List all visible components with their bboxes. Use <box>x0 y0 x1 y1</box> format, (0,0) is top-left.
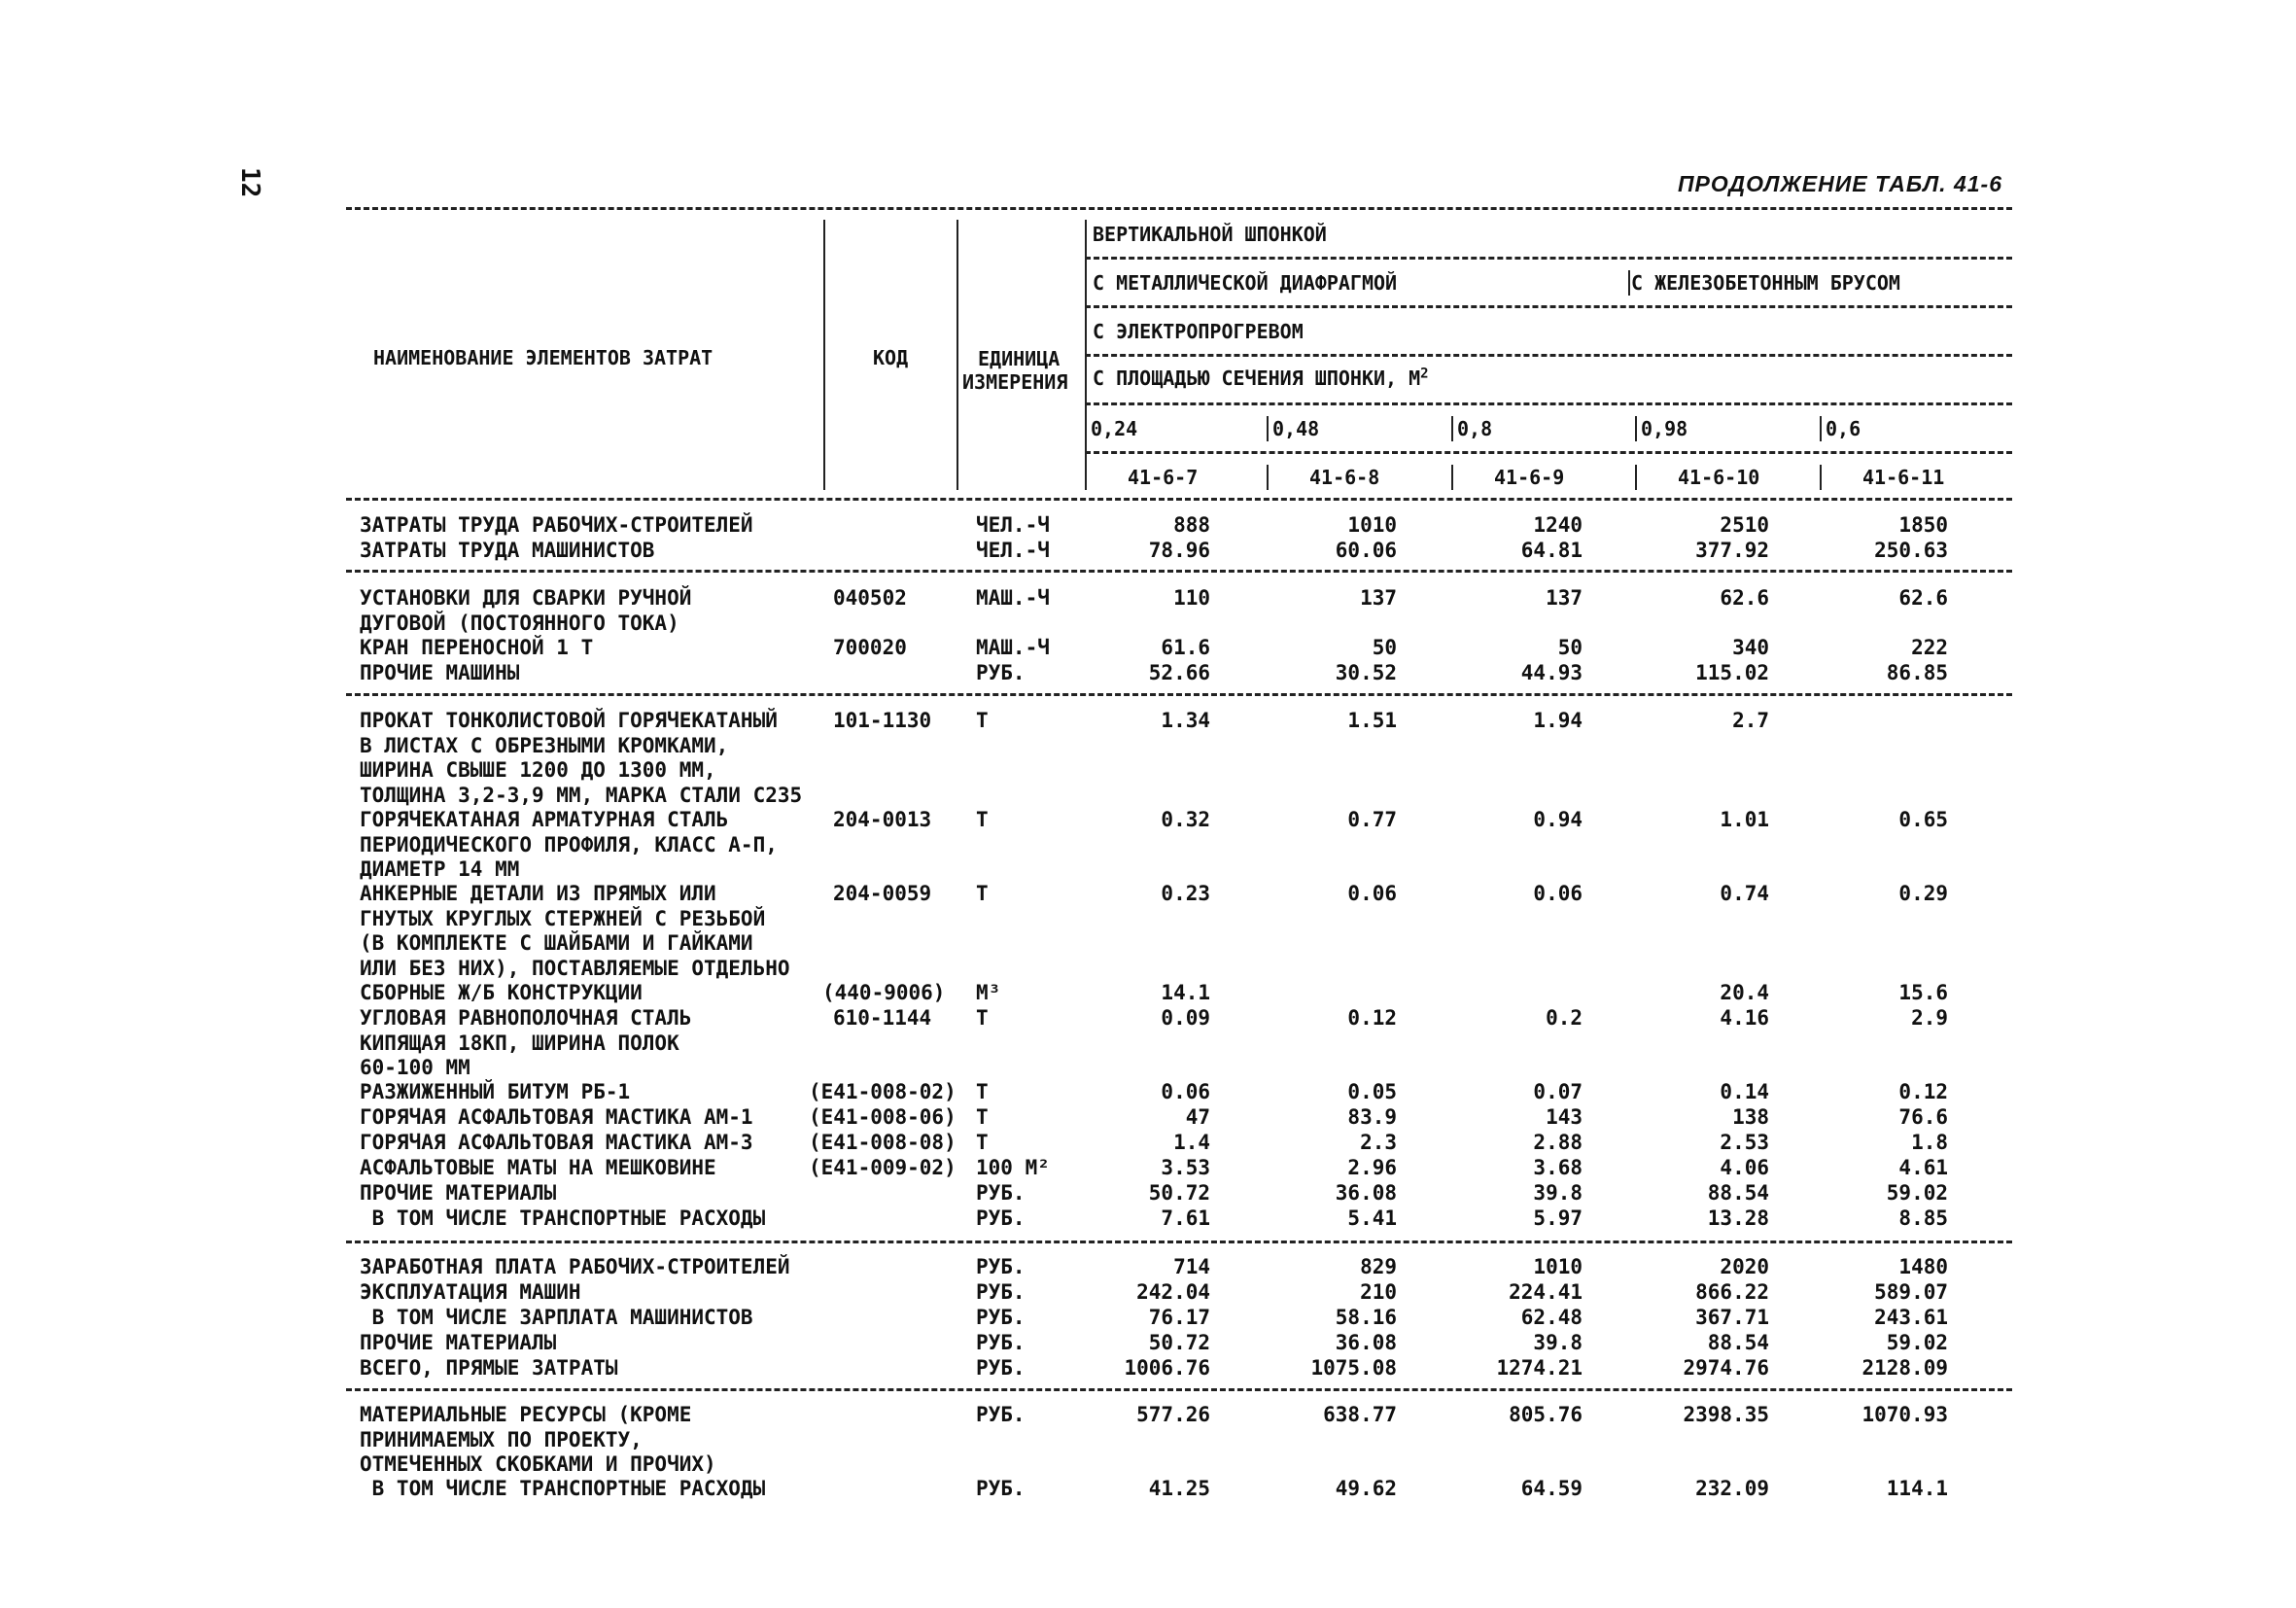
cost-value: 0.2 <box>1546 1006 1583 1030</box>
cost-value: 0.12 <box>1898 1080 1948 1103</box>
cost-value: 2128.09 <box>1861 1356 1948 1380</box>
cost-item-code: 204-0013 <box>833 808 932 831</box>
cost-item-unit: РУБ. <box>976 1477 1026 1500</box>
cost-item-unit: МАШ.-Ч <box>976 586 1050 610</box>
cost-value: 59.02 <box>1886 1181 1948 1205</box>
cost-item-unit: Т <box>976 1080 989 1103</box>
cost-item-name: ГНУТЫХ КРУГЛЫХ СТЕРЖНЕЙ С РЕЗЬБОЙ <box>360 906 766 930</box>
cost-value: 242.04 <box>1136 1280 1210 1304</box>
cost-value: 13.28 <box>1707 1206 1769 1230</box>
cost-value: 1.51 <box>1347 709 1397 732</box>
cost-item-name: ГОРЯЧЕКАТАНАЯ АРМАТУРНАЯ СТАЛЬ <box>360 808 729 831</box>
cost-value: 1480 <box>1898 1255 1948 1278</box>
cost-value: 714 <box>1173 1255 1210 1278</box>
cost-value: 0.77 <box>1347 808 1397 831</box>
cost-value: 224.41 <box>1509 1280 1583 1304</box>
cost-item-name: В ЛИСТАХ С ОБРЕЗНЫМИ КРОМКАМИ, <box>360 733 729 757</box>
cost-item-name: УСТАНОВКИ ДЛЯ СВАРКИ РУЧНОЙ <box>360 586 692 610</box>
cost-value: 1010 <box>1533 1255 1583 1278</box>
area-sep <box>1085 416 1087 441</box>
cost-value: 50.72 <box>1148 1181 1210 1205</box>
cost-item-unit: РУБ. <box>976 661 1026 684</box>
section-rule-1 <box>346 570 2012 573</box>
cost-item-name: В ТОМ ЧИСЛЕ ТРАНСПОРТНЫЕ РАСХОДЫ <box>360 1477 766 1500</box>
cost-item-name: ЗАТРАТЫ ТРУДА МАШИНИСТОВ <box>360 539 655 562</box>
cost-item-unit: РУБ. <box>976 1206 1026 1230</box>
header-rule-5 <box>1085 451 2012 454</box>
col-sep-name <box>823 220 825 490</box>
cost-item-name: МАТЕРИАЛЬНЫЕ РЕСУРСЫ (КРОМЕ <box>360 1403 692 1426</box>
header-sub-a: С МЕТАЛЛИЧЕСКОЙ ДИАФРАГМОЙ <box>1093 271 1398 295</box>
cost-item-unit: М³ <box>976 981 1001 1004</box>
cost-value: 1.8 <box>1911 1131 1948 1154</box>
cost-value: 137 <box>1360 586 1397 610</box>
cost-value: 20.4 <box>1720 981 1769 1004</box>
cost-item-name: ПРОЧИЕ МАТЕРИАЛЫ <box>360 1331 557 1354</box>
column-code: 41-6-10 <box>1678 466 1760 489</box>
cost-value: 4.61 <box>1898 1156 1948 1179</box>
cost-item-name: АСФАЛЬТОВЫЕ МАТЫ НА МЕШКОВИНЕ <box>360 1156 716 1179</box>
cost-item-name: ЗАРАБОТНАЯ ПЛАТА РАБОЧИХ-СТРОИТЕЛЕЙ <box>360 1255 790 1278</box>
column-code: 41-6-9 <box>1494 466 1565 489</box>
cost-value: 30.52 <box>1335 661 1397 684</box>
cost-item-name: АНКЕРНЫЕ ДЕТАЛИ ИЗ ПРЯМЫХ ИЛИ <box>360 882 716 905</box>
cost-item-unit: РУБ. <box>976 1280 1026 1304</box>
cost-value: 0.09 <box>1161 1006 1210 1030</box>
cost-value: 2974.76 <box>1683 1356 1769 1380</box>
cost-value: 49.62 <box>1335 1477 1397 1500</box>
cost-value: 2.53 <box>1720 1131 1769 1154</box>
cost-value: 62.6 <box>1720 586 1769 610</box>
area-sep <box>1267 416 1269 441</box>
cost-value: 1.34 <box>1161 709 1210 732</box>
header-bottom-rule <box>346 498 2012 501</box>
cost-item-code: 610-1144 <box>833 1006 932 1030</box>
cost-value: 88.54 <box>1707 1181 1769 1205</box>
cost-item-code: 040502 <box>833 586 907 610</box>
cost-value: 88.54 <box>1707 1331 1769 1354</box>
cost-value: 86.85 <box>1886 661 1948 684</box>
header-name-col: НАИМЕНОВАНИЕ ЭЛЕМЕНТОВ ЗАТРАТ <box>373 346 713 369</box>
cost-value: 2398.35 <box>1683 1403 1769 1426</box>
cost-value: 1010 <box>1347 513 1397 537</box>
area-sep <box>1451 416 1453 441</box>
cost-item-name: ЗАТРАТЫ ТРУДА РАБОЧИХ-СТРОИТЕЛЕЙ <box>360 513 753 537</box>
cost-item-code: (440-9006) <box>822 981 946 1004</box>
cost-value: 250.63 <box>1874 539 1948 562</box>
header-sub-b-sep <box>1628 270 1630 296</box>
cost-item-unit: 100 М² <box>976 1156 1050 1179</box>
cost-value: 5.97 <box>1533 1206 1583 1230</box>
cost-value: 36.08 <box>1335 1181 1397 1205</box>
cost-value: 76.6 <box>1898 1105 1948 1129</box>
cost-value: 14.1 <box>1161 981 1210 1004</box>
section-rule-3 <box>346 1241 2012 1243</box>
cost-value: 3.68 <box>1533 1156 1583 1179</box>
cost-value: 2.96 <box>1347 1156 1397 1179</box>
cost-value: 143 <box>1546 1105 1583 1129</box>
cost-value: 110 <box>1173 586 1210 610</box>
cost-item-name: КРАН ПЕРЕНОСНОЙ 1 Т <box>360 636 594 659</box>
page-number: 12 <box>235 167 264 198</box>
cost-value: 1075.08 <box>1310 1356 1397 1380</box>
cost-value: 83.9 <box>1347 1105 1397 1129</box>
cost-item-name: УГЛОВАЯ РАВНОПОЛОЧНАЯ СТАЛЬ <box>360 1006 692 1030</box>
cost-item-unit: Т <box>976 808 989 831</box>
cost-value: 50 <box>1372 636 1397 659</box>
code-sep <box>1820 465 1822 490</box>
cost-value: 59.02 <box>1886 1331 1948 1354</box>
header-sub-b: С ЖЕЛЕЗОБЕТОННЫМ БРУСОМ <box>1631 271 1900 295</box>
cost-value: 2.88 <box>1533 1131 1583 1154</box>
cost-item-name: РАЗЖИЖЕННЫЙ БИТУМ РБ-1 <box>360 1080 631 1103</box>
cost-value: 4.16 <box>1720 1006 1769 1030</box>
cost-value: 115.02 <box>1695 661 1769 684</box>
cost-item-name: СБОРНЫЕ Ж/Б КОНСТРУКЦИИ <box>360 981 643 1004</box>
cost-item-name: ПРОКАТ ТОНКОЛИСТОВОЙ ГОРЯЧЕКАТАНЫЙ <box>360 709 778 732</box>
cost-value: 0.65 <box>1898 808 1948 831</box>
header-unit-col: ЕДИНИЦА <box>978 347 1061 370</box>
header-rule-1 <box>1085 257 2012 260</box>
cost-item-code: (Е41-008-08) <box>809 1131 957 1154</box>
cost-item-name: ДУГОВОЙ (ПОСТОЯННОГО ТОКА) <box>360 611 679 635</box>
cost-value: 58.16 <box>1335 1306 1397 1329</box>
cost-item-unit: ЧЕЛ.-Ч <box>976 539 1050 562</box>
col-sep-code <box>957 220 958 490</box>
cost-value: 114.1 <box>1886 1477 1948 1500</box>
cost-value: 36.08 <box>1335 1331 1397 1354</box>
cost-value: 2.3 <box>1360 1131 1397 1154</box>
column-code: 41-6-8 <box>1309 466 1380 489</box>
cost-item-name: ГОРЯЧАЯ АСФАЛЬТОВАЯ МАСТИКА АМ-1 <box>360 1105 753 1129</box>
cost-value: 0.94 <box>1533 808 1583 831</box>
col-sep-unit <box>1085 220 1087 490</box>
cost-item-name: ПРОЧИЕ МАТЕРИАЛЫ <box>360 1181 557 1205</box>
cost-value: 0.23 <box>1161 882 1210 905</box>
cost-value: 41.25 <box>1148 1477 1210 1500</box>
header-unit-col-2: ИЗМЕРЕНИЯ <box>962 370 1068 394</box>
area-value: 0,6 <box>1826 417 1861 440</box>
cost-item-unit: РУБ. <box>976 1331 1026 1354</box>
cost-item-name: ПРОЧИЕ МАШИНЫ <box>360 661 520 684</box>
cost-item-unit: Т <box>976 709 989 732</box>
cost-value: 1006.76 <box>1124 1356 1210 1380</box>
cost-value: 210 <box>1360 1280 1397 1304</box>
cost-item-code: 700020 <box>833 636 907 659</box>
cost-value: 866.22 <box>1695 1280 1769 1304</box>
cost-value: 3.53 <box>1161 1156 1210 1179</box>
cost-value: 2020 <box>1720 1255 1769 1278</box>
section-rule-2 <box>346 693 2012 696</box>
cost-value: 61.6 <box>1161 636 1210 659</box>
cost-value: 232.09 <box>1695 1477 1769 1500</box>
cost-item-name: ОТМЕЧЕННЫХ СКОБКАМИ И ПРОЧИХ) <box>360 1452 716 1476</box>
cost-value: 39.8 <box>1533 1181 1583 1205</box>
cost-item-name: ГОРЯЧАЯ АСФАЛЬТОВАЯ МАСТИКА АМ-3 <box>360 1131 753 1154</box>
cost-value: 243.61 <box>1874 1306 1948 1329</box>
cost-value: 1.94 <box>1533 709 1583 732</box>
continuation-title: ПРОДОЛЖЕНИЕ ТАБЛ. 41-6 <box>1678 171 2002 196</box>
cost-item-name: ПЕРИОДИЧЕСКОГО ПРОФИЛЯ, КЛАСС А-П, <box>360 832 778 856</box>
area-value: 0,98 <box>1641 417 1688 440</box>
cost-value: 4.06 <box>1720 1156 1769 1179</box>
cost-item-name: ТОЛЩИНА 3,2-3,9 ММ, МАРКА СТАЛИ С235 <box>360 783 803 807</box>
area-sep <box>1820 416 1822 441</box>
cost-item-name: ИЛИ БЕЗ НИХ), ПОСТАВЛЯЕМЫЕ ОТДЕЛЬНО <box>360 956 790 980</box>
cost-item-name: ДИАМЕТР 14 ММ <box>360 857 520 881</box>
header-rule-3 <box>1085 354 2012 357</box>
cost-item-unit: Т <box>976 1131 989 1154</box>
area-value: 0,8 <box>1457 417 1493 440</box>
cost-value: 1070.93 <box>1861 1403 1948 1426</box>
cost-value: 1274.21 <box>1496 1356 1583 1380</box>
header-top-rule <box>346 207 2012 210</box>
cost-value: 0.12 <box>1347 1006 1397 1030</box>
cost-item-unit: РУБ. <box>976 1306 1026 1329</box>
header-code-col: КОД <box>873 346 909 369</box>
cost-value: 50 <box>1557 636 1583 659</box>
cost-value: 1.4 <box>1173 1131 1210 1154</box>
code-sep <box>1451 465 1453 490</box>
cost-value: 60.06 <box>1335 539 1397 562</box>
code-sep <box>1085 465 1087 490</box>
cost-value: 8.85 <box>1898 1206 1948 1230</box>
cost-item-code: (Е41-008-02) <box>809 1080 957 1103</box>
cost-value: 44.93 <box>1520 661 1583 684</box>
cost-value: 829 <box>1360 1255 1397 1278</box>
cost-value: 138 <box>1732 1105 1769 1129</box>
cost-item-name: ПРИНИМАЕМЫХ ПО ПРОЕКТУ, <box>360 1427 643 1451</box>
cost-value: 47 <box>1185 1105 1210 1129</box>
cost-item-unit: Т <box>976 1006 989 1030</box>
cost-value: 888 <box>1173 513 1210 537</box>
area-value: 0,48 <box>1272 417 1320 440</box>
cost-item-unit: Т <box>976 882 989 905</box>
cost-item-code: 101-1130 <box>833 709 932 732</box>
cost-value: 0.14 <box>1720 1080 1769 1103</box>
area-value: 0,24 <box>1091 417 1138 440</box>
cost-item-unit: РУБ. <box>976 1255 1026 1278</box>
cost-item-unit: ЧЕЛ.-Ч <box>976 513 1050 537</box>
cost-value: 64.59 <box>1520 1477 1583 1500</box>
code-sep <box>1635 465 1637 490</box>
cost-value: 0.06 <box>1161 1080 1210 1103</box>
cost-value: 50.72 <box>1148 1331 1210 1354</box>
cost-item-unit: МАШ.-Ч <box>976 636 1050 659</box>
area-sep <box>1635 416 1637 441</box>
cost-value: 137 <box>1546 586 1583 610</box>
cost-value: 0.06 <box>1347 882 1397 905</box>
cost-value: 62.48 <box>1520 1306 1583 1329</box>
cost-item-code: (Е41-008-06) <box>809 1105 957 1129</box>
column-code: 41-6-11 <box>1862 466 1945 489</box>
cost-value: 0.32 <box>1161 808 1210 831</box>
cost-value: 76.17 <box>1148 1306 1210 1329</box>
header-rule-2 <box>1085 305 2012 308</box>
cost-value: 7.61 <box>1161 1206 1210 1230</box>
cost-item-unit: РУБ. <box>976 1356 1026 1380</box>
code-sep <box>1267 465 1269 490</box>
header-section: С ПЛОЩАДЬЮ СЕЧЕНИЯ ШПОНКИ, $М^2$ <box>1093 366 1429 390</box>
cost-value: 1850 <box>1898 513 1948 537</box>
cost-value: 577.26 <box>1136 1403 1210 1426</box>
cost-value: 0.06 <box>1533 882 1583 905</box>
cost-value: 1240 <box>1533 513 1583 537</box>
cost-value: 377.92 <box>1695 539 1769 562</box>
cost-item-name: В ТОМ ЧИСЛЕ ЗАРПЛАТА МАШИНИСТОВ <box>360 1306 753 1329</box>
header-group: ВЕРТИКАЛЬНОЙ ШПОНКОЙ <box>1093 223 1327 246</box>
cost-item-unit: РУБ. <box>976 1403 1026 1426</box>
section-rule-4 <box>346 1388 2012 1391</box>
cost-value: 52.66 <box>1148 661 1210 684</box>
header-rule-4 <box>1085 402 2012 405</box>
column-code: 41-6-7 <box>1128 466 1199 489</box>
cost-item-name: КИПЯЩАЯ 18КП, ШИРИНА ПОЛОК <box>360 1031 679 1055</box>
cost-value: 367.71 <box>1695 1306 1769 1329</box>
cost-value: 2.7 <box>1732 709 1769 732</box>
cost-item-name: ЭКСПЛУАТАЦИЯ МАШИН <box>360 1280 581 1304</box>
cost-value: 0.07 <box>1533 1080 1583 1103</box>
cost-item-name: 60-100 ММ <box>360 1056 470 1079</box>
cost-value: 805.76 <box>1509 1403 1583 1426</box>
cost-item-name: (В КОМПЛЕКТЕ С ШАЙБАМИ И ГАЙКАМИ <box>360 931 753 955</box>
cost-value: 62.6 <box>1898 586 1948 610</box>
cost-value: 340 <box>1732 636 1769 659</box>
cost-item-code: 204-0059 <box>833 882 932 905</box>
cost-value: 39.8 <box>1533 1331 1583 1354</box>
cost-value: 2510 <box>1720 513 1769 537</box>
cost-item-name: ШИРИНА СВЫШЕ 1200 ДО 1300 ММ, <box>360 758 716 782</box>
cost-value: 64.81 <box>1520 539 1583 562</box>
header-heat: С ЭЛЕКТРОПРОГРЕВОМ <box>1093 320 1304 343</box>
cost-item-name: В ТОМ ЧИСЛЕ ТРАНСПОРТНЫЕ РАСХОДЫ <box>360 1206 766 1230</box>
cost-value: 2.9 <box>1911 1006 1948 1030</box>
cost-value: 0.05 <box>1347 1080 1397 1103</box>
cost-value: 638.77 <box>1323 1403 1397 1426</box>
cost-value: 1.01 <box>1720 808 1769 831</box>
cost-item-name: ВСЕГО, ПРЯМЫЕ ЗАТРАТЫ <box>360 1356 618 1380</box>
cost-item-unit: Т <box>976 1105 989 1129</box>
cost-value: 0.29 <box>1898 882 1948 905</box>
cost-value: 222 <box>1911 636 1948 659</box>
cost-value: 15.6 <box>1898 981 1948 1004</box>
cost-item-code: (Е41-009-02) <box>809 1156 957 1179</box>
cost-value: 589.07 <box>1874 1280 1948 1304</box>
cost-value: 78.96 <box>1148 539 1210 562</box>
cost-value: 5.41 <box>1347 1206 1397 1230</box>
cost-value: 0.74 <box>1720 882 1769 905</box>
cost-item-unit: РУБ. <box>976 1181 1026 1205</box>
